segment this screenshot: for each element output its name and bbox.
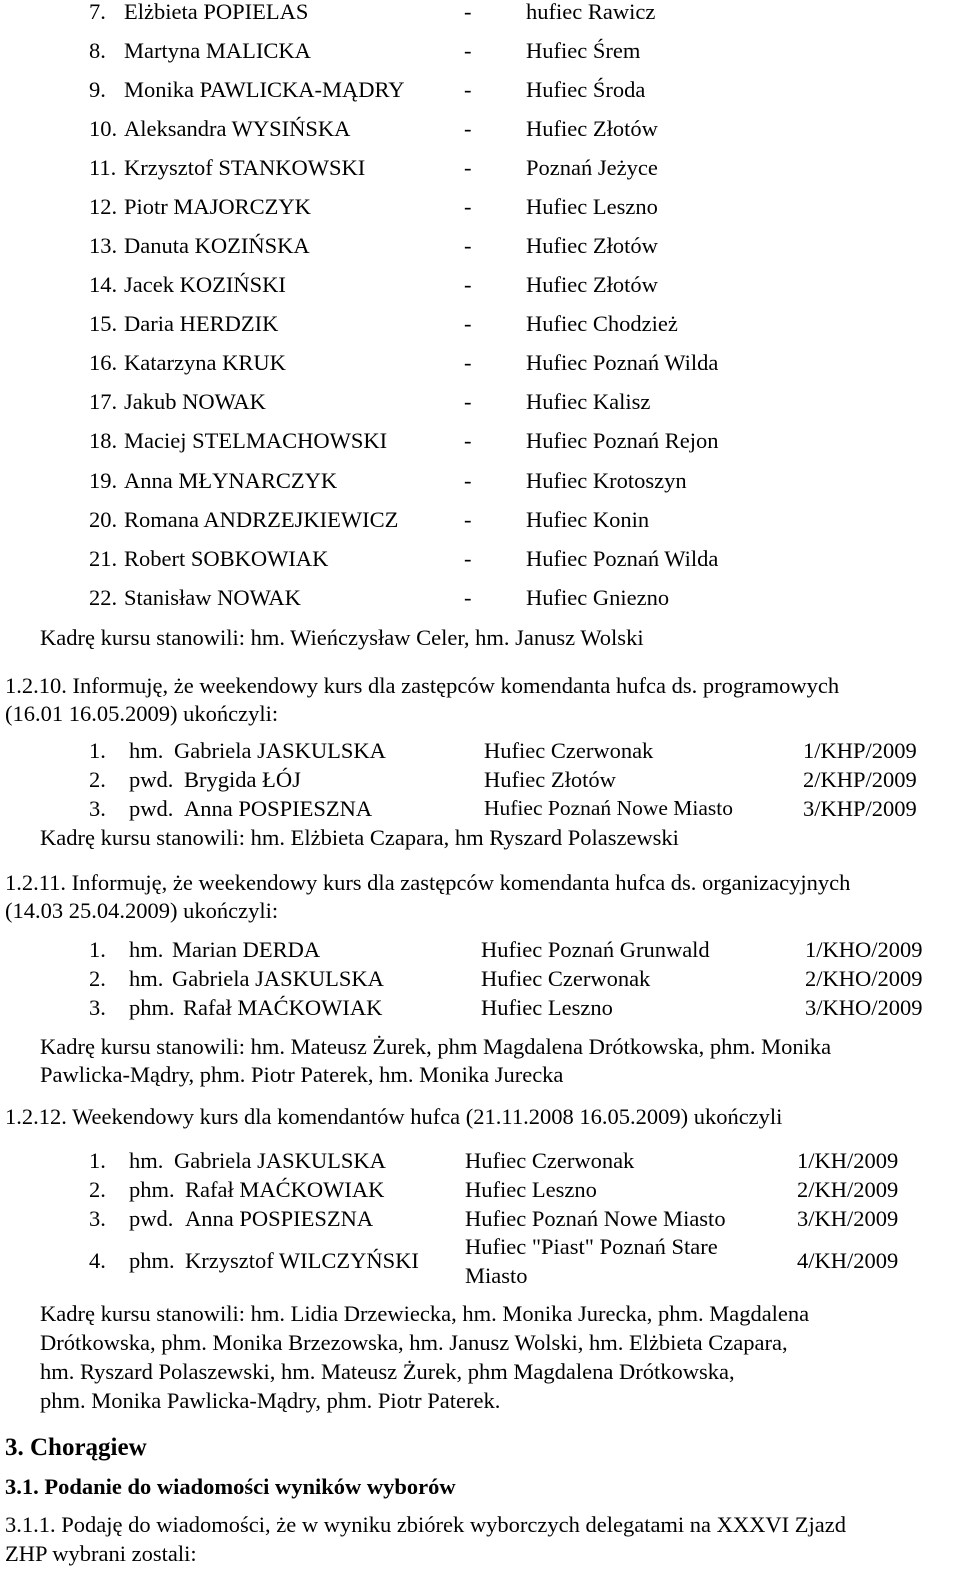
item-unit: Hufiec Złotów: [526, 272, 658, 297]
row-unit: Hufiec Złotów: [484, 767, 616, 792]
row-rank: pwd.: [129, 1206, 174, 1231]
item-name: Aleksandra WYSIŃSKA: [124, 116, 351, 141]
item-unit: Hufiec Śrem: [526, 38, 641, 63]
row-number: 4.: [89, 1248, 106, 1273]
item-name: Piotr MAJORCZYK: [124, 194, 311, 219]
item-name: Stanisław NOWAK: [124, 585, 301, 610]
item-unit: Hufiec Gniezno: [526, 585, 670, 610]
kadra-paragraph-cont: Drótkowska, phm. Monika Brzezowska, hm. Janusz Wolski, hm. Elżbieta Czapara,: [40, 1330, 788, 1355]
subsection-heading: 3.1. Podanie do wiadomości wyników wyborów: [5, 1474, 456, 1499]
row-code: 1/KHP/2009: [803, 738, 917, 763]
row-unit: Hufiec Poznań Nowe Miasto: [465, 1206, 726, 1231]
row-name: Rafał MAĆKOWIAK: [183, 995, 383, 1020]
section-intro: 1.2.10. Informuję, że weekendowy kurs dla zastępców komendanta hufca ds. programowych: [5, 673, 840, 698]
row-rank: phm.: [129, 1248, 175, 1273]
item-name: Krzysztof STANKOWSKI: [124, 155, 366, 180]
section-intro: 1.2.11. Informuję, że weekendowy kurs dla zastępców komendanta hufca ds. organizacyjnych: [5, 870, 851, 895]
item-name: Jakub NOWAK: [124, 389, 266, 414]
item-name: Anna MŁYNARCZYK: [124, 468, 338, 493]
row-code: 2/KHP/2009: [803, 767, 917, 792]
item-dash: -: [464, 428, 472, 453]
row-code: 1/KH/2009: [797, 1148, 899, 1173]
section-intro: 1.2.12. Weekendowy kurs dla komendantów hufca (21.11.2008 16.05.2009) ukończyli: [5, 1104, 783, 1129]
row-name: Anna POSPIESZNA: [184, 796, 373, 821]
row-number: 3.: [89, 1206, 106, 1231]
kadra-paragraph-cont: hm. Ryszard Polaszewski, hm. Mateusz Żurek, phm Magdalena Drótkowska,: [40, 1359, 735, 1384]
item-dash: -: [464, 77, 472, 102]
row-number: 3.: [89, 796, 106, 821]
row-rank: phm.: [129, 995, 175, 1020]
row-rank: pwd.: [129, 796, 174, 821]
item-name: Robert SOBKOWIAK: [124, 546, 329, 571]
item-dash: -: [464, 585, 472, 610]
item-unit: Hufiec Konin: [526, 507, 650, 532]
row-code: 2/KH/2009: [797, 1177, 899, 1202]
kadra-paragraph-cont: phm. Monika Pawlicka-Mądry, phm. Piotr Paterek.: [40, 1388, 501, 1413]
item-dash: -: [464, 546, 472, 571]
row-rank: phm.: [129, 1177, 175, 1202]
item-name: Katarzyna KRUK: [124, 350, 286, 375]
row-name: Gabriela JASKULSKA: [174, 1148, 386, 1173]
item-dash: -: [464, 0, 472, 24]
row-code: 4/KH/2009: [797, 1248, 899, 1273]
item-dash: -: [464, 507, 472, 532]
item-number: 8.: [89, 38, 106, 63]
item-number: 12.: [89, 194, 118, 219]
item-unit: Hufiec Poznań Wilda: [526, 350, 719, 375]
item-unit: Hufiec Poznań Rejon: [526, 428, 719, 453]
item-number: 18.: [89, 428, 118, 453]
item-number: 21.: [89, 546, 118, 571]
section-intro-cont: (16.01 16.05.2009) ukończyli:: [5, 701, 279, 726]
item-number: 14.: [89, 272, 118, 297]
row-name: Krzysztof WILCZYŃSKI: [185, 1248, 419, 1273]
item-name: Jacek KOZIŃSKI: [124, 272, 286, 297]
item-dash: -: [464, 116, 472, 141]
row-unit: Hufiec Leszno: [465, 1177, 597, 1202]
kadra-paragraph: Kadrę kursu stanowili: hm. Mateusz Żurek, phm Magdalena Drótkowska, phm. Monika: [40, 1034, 832, 1059]
section-intro: 3.1.1. Podaję do wiadomości, że w wyniku zbiórek wyborczych delegatami na XXXVI Zjazd: [5, 1512, 847, 1537]
item-name: Danuta KOZIŃSKA: [124, 233, 310, 258]
row-unit: Hufiec Czerwonak: [484, 738, 654, 763]
item-unit: Hufiec Złotów: [526, 116, 658, 141]
row-number: 2.: [89, 767, 106, 792]
item-unit: Hufiec Leszno: [526, 194, 658, 219]
row-name: Gabriela JASKULSKA: [174, 738, 386, 763]
item-number: 9.: [89, 77, 106, 102]
row-unit-cont: Miasto: [465, 1263, 528, 1288]
row-unit: Hufiec Leszno: [481, 995, 613, 1020]
kadra-paragraph-cont: Pawlicka-Mądry, phm. Piotr Paterek, hm. Monika Jurecka: [40, 1062, 564, 1087]
item-unit: Hufiec Poznań Wilda: [526, 546, 719, 571]
row-rank: hm.: [129, 937, 164, 962]
row-number: 3.: [89, 995, 106, 1020]
row-rank: pwd.: [129, 767, 174, 792]
item-number: 10.: [89, 116, 118, 141]
item-dash: -: [464, 350, 472, 375]
row-rank: hm.: [129, 1148, 164, 1173]
row-code: 3/KHO/2009: [805, 995, 923, 1020]
row-code: 1/KHO/2009: [805, 937, 923, 962]
row-name: Brygida ŁÓJ: [184, 767, 301, 792]
section-heading: 3. Chorągiew: [5, 1434, 147, 1461]
item-name: Romana ANDRZEJKIEWICZ: [124, 507, 399, 532]
item-dash: -: [464, 468, 472, 493]
row-number: 1.: [89, 1148, 106, 1173]
item-unit: Poznań Jeżyce: [526, 155, 658, 180]
kadra-paragraph: Kadrę kursu stanowili: hm. Lidia Drzewiecka, hm. Monika Jurecka, phm. Magdalena: [40, 1301, 810, 1326]
row-code: 3/KH/2009: [797, 1206, 899, 1231]
item-name: Elżbieta POPIELAS: [124, 0, 309, 24]
item-number: 13.: [89, 233, 118, 258]
item-dash: -: [464, 311, 472, 336]
kadra-paragraph: Kadrę kursu stanowili: hm. Wieńczysław Celer, hm. Janusz Wolski: [40, 625, 644, 650]
item-dash: -: [464, 155, 472, 180]
item-dash: -: [464, 38, 472, 63]
row-unit: Hufiec Poznań Grunwald: [481, 937, 710, 962]
item-unit: Hufiec Złotów: [526, 233, 658, 258]
item-unit: Hufiec Kalisz: [526, 389, 651, 414]
row-unit: Hufiec Czerwonak: [465, 1148, 635, 1173]
item-dash: -: [464, 194, 472, 219]
row-code: 2/KHO/2009: [805, 966, 923, 991]
row-rank: hm.: [129, 738, 164, 763]
section-intro-cont: ZHP wybrani zostali:: [5, 1541, 197, 1566]
row-unit: Hufiec "Piast" Poznań Stare: [465, 1234, 718, 1259]
row-number: 1.: [89, 937, 106, 962]
row-number: 1.: [89, 738, 106, 763]
item-unit: Hufiec Środa: [526, 77, 646, 102]
item-unit: Hufiec Krotoszyn: [526, 468, 687, 493]
section-intro-cont: (14.03 25.04.2009) ukończyli:: [5, 898, 279, 923]
item-name: Martyna MALICKA: [124, 38, 311, 63]
item-dash: -: [464, 272, 472, 297]
row-unit: Hufiec Czerwonak: [481, 966, 651, 991]
item-name: Maciej STELMACHOWSKI: [124, 428, 388, 453]
row-name: Marian DERDA: [172, 937, 321, 962]
item-number: 22.: [89, 585, 118, 610]
item-number: 20.: [89, 507, 118, 532]
item-unit: hufiec Rawicz: [526, 0, 656, 24]
row-code: 3/KHP/2009: [803, 796, 917, 821]
item-name: Monika PAWLICKA-MĄDRY: [124, 77, 405, 102]
row-name: Anna POSPIESZNA: [185, 1206, 374, 1231]
row-number: 2.: [89, 966, 106, 991]
item-number: 19.: [89, 468, 118, 493]
item-number: 11.: [89, 155, 117, 180]
row-unit: Hufiec Poznań Nowe Miasto: [484, 796, 733, 820]
item-number: 15.: [89, 311, 118, 336]
row-name: Gabriela JASKULSKA: [172, 966, 384, 991]
item-number: 16.: [89, 350, 118, 375]
item-dash: -: [464, 233, 472, 258]
item-dash: -: [464, 389, 472, 414]
row-rank: hm.: [129, 966, 164, 991]
item-unit: Hufiec Chodzież: [526, 311, 678, 336]
item-number: 17.: [89, 389, 118, 414]
item-number: 7.: [89, 0, 106, 24]
row-number: 2.: [89, 1177, 106, 1202]
item-name: Daria HERDZIK: [124, 311, 279, 336]
kadra-paragraph: Kadrę kursu stanowili: hm. Elżbieta Czapara, hm Ryszard Polaszewski: [40, 825, 679, 850]
row-name: Rafał MAĆKOWIAK: [185, 1177, 385, 1202]
